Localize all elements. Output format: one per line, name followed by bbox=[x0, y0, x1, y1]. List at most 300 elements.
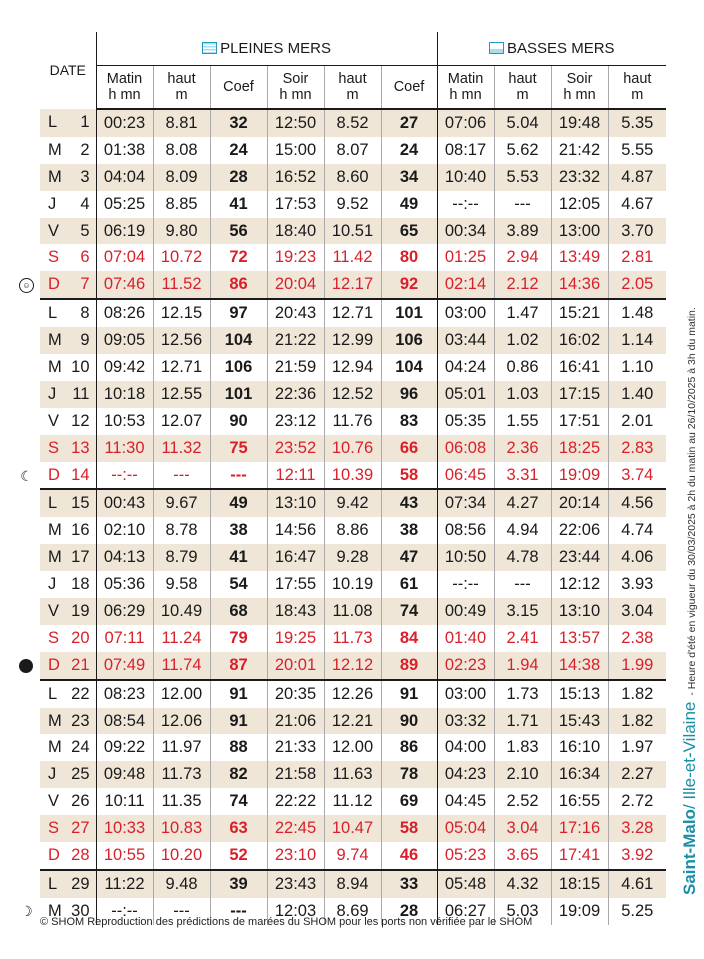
bm-evening-height: 1.48 bbox=[608, 299, 666, 327]
pm-evening-coef: 91 bbox=[381, 680, 437, 708]
pm-morning-time: 09:48 bbox=[96, 761, 153, 788]
col-coef-header: Coef bbox=[381, 66, 437, 110]
bm-morning-height: 3.89 bbox=[494, 218, 551, 245]
bm-morning-time: 01:40 bbox=[437, 625, 494, 652]
pm-morning-time: 10:55 bbox=[96, 842, 153, 870]
table-row bbox=[40, 761, 666, 788]
bm-morning-height: 4.78 bbox=[494, 544, 551, 571]
table-row bbox=[40, 652, 666, 680]
bm-morning-time: 10:40 bbox=[437, 164, 494, 191]
day-number: 6 bbox=[80, 248, 90, 267]
day-number: 11 bbox=[72, 384, 90, 403]
date-cell bbox=[40, 435, 96, 462]
bm-morning-height: 3.31 bbox=[494, 462, 551, 490]
bm-evening-height: 2.05 bbox=[608, 271, 666, 299]
pm-morning-time: 08:23 bbox=[96, 680, 153, 708]
pm-morning-time: 05:25 bbox=[96, 191, 153, 218]
bm-evening-height: 2.27 bbox=[608, 761, 666, 788]
pm-morning-time: 09:42 bbox=[96, 354, 153, 381]
tide-table bbox=[40, 32, 666, 925]
pm-evening-coef: 49 bbox=[381, 191, 437, 218]
table-row bbox=[40, 435, 666, 462]
bm-morning-time: 03:00 bbox=[437, 680, 494, 708]
bm-morning-height: 2.52 bbox=[494, 788, 551, 815]
day-number: 2 bbox=[80, 140, 90, 159]
day-number: 25 bbox=[71, 765, 90, 784]
pm-evening-coef: 86 bbox=[381, 734, 437, 761]
pm-morning-height: 9.67 bbox=[153, 489, 210, 517]
pm-morning-coef: 68 bbox=[210, 598, 267, 625]
pm-morning-time: --:-- bbox=[96, 462, 153, 490]
pm-morning-height: 12.06 bbox=[153, 708, 210, 735]
pm-morning-height: 12.00 bbox=[153, 680, 210, 708]
pm-morning-time: 06:19 bbox=[96, 218, 153, 245]
pm-evening-height: 9.52 bbox=[324, 191, 381, 218]
pm-evening-coef: 43 bbox=[381, 489, 437, 517]
bm-evening-height: 2.01 bbox=[608, 408, 666, 435]
table-row bbox=[40, 489, 666, 517]
table-row bbox=[40, 271, 666, 299]
pm-evening-time: 23:10 bbox=[267, 842, 324, 870]
pm-evening-height: 10.76 bbox=[324, 435, 381, 462]
table-row bbox=[40, 571, 666, 598]
weekday-letter: D bbox=[48, 465, 60, 484]
pm-evening-height: 11.08 bbox=[324, 598, 381, 625]
pm-morning-time: 06:29 bbox=[96, 598, 153, 625]
pm-evening-coef: 80 bbox=[381, 244, 437, 271]
pm-morning-time: 07:46 bbox=[96, 271, 153, 299]
bm-evening-time: 15:43 bbox=[551, 708, 608, 735]
bm-morning-time: 05:23 bbox=[437, 842, 494, 870]
bm-evening-time: 21:42 bbox=[551, 137, 608, 164]
pm-morning-time: 10:18 bbox=[96, 381, 153, 408]
pm-evening-coef: 24 bbox=[381, 137, 437, 164]
region-name: / Ille-et-Vilaine bbox=[680, 701, 699, 810]
dst-note: - Heure d'été en vigueur du 30/03/2025 à 2h du matin au 26/10/2025 à 3h du matin. bbox=[686, 307, 698, 696]
pm-morning-time: 10:11 bbox=[96, 788, 153, 815]
bm-evening-time: 19:09 bbox=[551, 462, 608, 490]
pm-evening-coef: 66 bbox=[381, 435, 437, 462]
col-soir-header: Soir h mn bbox=[267, 66, 324, 110]
bm-evening-time: 13:00 bbox=[551, 218, 608, 245]
pm-evening-coef: 38 bbox=[381, 517, 437, 544]
weekday-letter: L bbox=[48, 113, 58, 132]
weekday-letter: M bbox=[48, 711, 62, 730]
table-row bbox=[40, 517, 666, 544]
low-tide-icon bbox=[489, 42, 504, 54]
pm-evening-coef: 74 bbox=[381, 598, 437, 625]
day-number: 18 bbox=[71, 575, 90, 594]
day-number: 22 bbox=[71, 684, 90, 703]
pm-evening-height: 8.94 bbox=[324, 870, 381, 898]
pm-morning-coef: 32 bbox=[210, 109, 267, 137]
pm-morning-coef: 24 bbox=[210, 137, 267, 164]
weekday-letter: M bbox=[48, 357, 62, 376]
col-haut-header: haut m bbox=[494, 66, 551, 110]
bm-morning-height: 2.36 bbox=[494, 435, 551, 462]
bm-morning-height: 2.41 bbox=[494, 625, 551, 652]
pm-evening-coef: 28 bbox=[381, 898, 437, 925]
pm-morning-coef: 28 bbox=[210, 164, 267, 191]
pm-evening-height: 10.47 bbox=[324, 815, 381, 842]
weekday-letter: M bbox=[48, 738, 62, 757]
date-cell bbox=[40, 137, 96, 164]
pm-evening-coef: 65 bbox=[381, 218, 437, 245]
pm-evening-time: 16:52 bbox=[267, 164, 324, 191]
pm-morning-time: 11:30 bbox=[96, 435, 153, 462]
day-number: 5 bbox=[80, 221, 90, 240]
day-number: 26 bbox=[71, 792, 90, 811]
bm-morning-height: 5.53 bbox=[494, 164, 551, 191]
bm-morning-height: --- bbox=[494, 191, 551, 218]
bm-morning-time: 07:34 bbox=[437, 489, 494, 517]
pm-evening-coef: 46 bbox=[381, 842, 437, 870]
table-row bbox=[40, 408, 666, 435]
pm-morning-height: --- bbox=[153, 898, 210, 925]
day-number: 20 bbox=[71, 628, 90, 647]
day-number: 27 bbox=[71, 819, 90, 838]
pm-evening-coef: 104 bbox=[381, 354, 437, 381]
bm-evening-height: 3.70 bbox=[608, 218, 666, 245]
pm-evening-coef: 33 bbox=[381, 870, 437, 898]
table-row bbox=[40, 842, 666, 870]
bm-evening-time: 20:14 bbox=[551, 489, 608, 517]
date-cell bbox=[40, 489, 96, 517]
bm-evening-height: 1.10 bbox=[608, 354, 666, 381]
pm-evening-time: 23:12 bbox=[267, 408, 324, 435]
bm-evening-height: 3.93 bbox=[608, 571, 666, 598]
bm-morning-height: 5.04 bbox=[494, 109, 551, 137]
pm-morning-height: 8.08 bbox=[153, 137, 210, 164]
day-number: 13 bbox=[71, 438, 90, 457]
pm-morning-coef: 86 bbox=[210, 271, 267, 299]
date-cell bbox=[40, 408, 96, 435]
pm-evening-coef: 58 bbox=[381, 462, 437, 490]
bm-evening-height: 2.38 bbox=[608, 625, 666, 652]
pm-morning-coef: 104 bbox=[210, 327, 267, 354]
date-cell bbox=[40, 842, 96, 870]
bm-evening-height: 4.56 bbox=[608, 489, 666, 517]
pm-morning-height: 8.09 bbox=[153, 164, 210, 191]
pm-evening-time: 18:43 bbox=[267, 598, 324, 625]
day-number: 24 bbox=[71, 738, 90, 757]
col-haut-header: haut m bbox=[324, 66, 381, 110]
pm-morning-time: 11:22 bbox=[96, 870, 153, 898]
pm-evening-height: 8.86 bbox=[324, 517, 381, 544]
bm-morning-height: 5.62 bbox=[494, 137, 551, 164]
bm-evening-height: 1.40 bbox=[608, 381, 666, 408]
bm-evening-time: 18:25 bbox=[551, 435, 608, 462]
pm-morning-time: 07:11 bbox=[96, 625, 153, 652]
bm-evening-height: 1.99 bbox=[608, 652, 666, 680]
table-row bbox=[40, 109, 666, 137]
pm-morning-height: 11.52 bbox=[153, 271, 210, 299]
pm-evening-coef: 47 bbox=[381, 544, 437, 571]
weekday-letter: J bbox=[48, 194, 57, 213]
pm-evening-height: 8.60 bbox=[324, 164, 381, 191]
day-number: 16 bbox=[71, 521, 90, 540]
pm-evening-time: 21:59 bbox=[267, 354, 324, 381]
bm-morning-height: 4.94 bbox=[494, 517, 551, 544]
date-cell bbox=[40, 299, 96, 327]
last-quarter-icon: ☾ bbox=[20, 467, 33, 484]
pm-morning-coef: 106 bbox=[210, 354, 267, 381]
bm-evening-time: 16:41 bbox=[551, 354, 608, 381]
pm-evening-coef: 34 bbox=[381, 164, 437, 191]
pm-morning-coef: 91 bbox=[210, 680, 267, 708]
bm-morning-height: 2.94 bbox=[494, 244, 551, 271]
pm-evening-time: 21:06 bbox=[267, 708, 324, 735]
bm-evening-height: 4.74 bbox=[608, 517, 666, 544]
pm-evening-time: 17:53 bbox=[267, 191, 324, 218]
bm-morning-time: 03:00 bbox=[437, 299, 494, 327]
pm-evening-coef: 78 bbox=[381, 761, 437, 788]
pm-morning-time: 09:05 bbox=[96, 327, 153, 354]
table-row bbox=[40, 218, 666, 245]
pm-morning-height: 8.81 bbox=[153, 109, 210, 137]
pm-evening-height: 9.42 bbox=[324, 489, 381, 517]
pm-evening-coef: 27 bbox=[381, 109, 437, 137]
pm-morning-height: 12.55 bbox=[153, 381, 210, 408]
bm-evening-height: 4.06 bbox=[608, 544, 666, 571]
bm-morning-height: 1.94 bbox=[494, 652, 551, 680]
pm-morning-coef: 88 bbox=[210, 734, 267, 761]
col-matin-header: Matin h mn bbox=[96, 66, 153, 110]
date-cell bbox=[40, 598, 96, 625]
weekday-letter: S bbox=[48, 819, 60, 838]
new-moon-icon bbox=[19, 659, 33, 673]
weekday-letter: S bbox=[48, 248, 60, 267]
pm-evening-height: 8.69 bbox=[324, 898, 381, 925]
pm-morning-coef: 52 bbox=[210, 842, 267, 870]
pleines-mers-header: PLEINES MERS bbox=[96, 32, 437, 66]
bm-evening-time: 16:02 bbox=[551, 327, 608, 354]
bm-morning-time: 05:01 bbox=[437, 381, 494, 408]
bm-evening-time: 16:34 bbox=[551, 761, 608, 788]
day-number: 7 bbox=[80, 275, 90, 294]
col-soir-header: Soir h mn bbox=[551, 66, 608, 110]
bm-morning-time: 06:27 bbox=[437, 898, 494, 925]
pm-morning-time: 00:43 bbox=[96, 489, 153, 517]
date-cell bbox=[40, 354, 96, 381]
table-row bbox=[40, 354, 666, 381]
pm-evening-time: 22:45 bbox=[267, 815, 324, 842]
date-cell bbox=[40, 191, 96, 218]
pm-evening-time: 21:33 bbox=[267, 734, 324, 761]
table-row bbox=[40, 244, 666, 271]
pm-evening-coef: 96 bbox=[381, 381, 437, 408]
pm-evening-coef: 58 bbox=[381, 815, 437, 842]
basses-mers-header: BASSES MERS bbox=[437, 32, 666, 66]
table-row bbox=[40, 734, 666, 761]
pm-morning-time: 00:23 bbox=[96, 109, 153, 137]
bm-morning-height: 2.10 bbox=[494, 761, 551, 788]
weekday-letter: M bbox=[48, 548, 62, 567]
pm-evening-height: 9.74 bbox=[324, 842, 381, 870]
pm-morning-height: 10.49 bbox=[153, 598, 210, 625]
weekday-letter: D bbox=[48, 655, 60, 674]
pm-morning-height: --- bbox=[153, 462, 210, 490]
table-row bbox=[40, 191, 666, 218]
pm-morning-coef: 90 bbox=[210, 408, 267, 435]
pm-morning-height: 10.72 bbox=[153, 244, 210, 271]
weekday-letter: V bbox=[48, 221, 60, 240]
bm-evening-height: 3.04 bbox=[608, 598, 666, 625]
pm-morning-coef: 38 bbox=[210, 517, 267, 544]
bm-evening-time: 15:21 bbox=[551, 299, 608, 327]
pm-morning-height: 11.73 bbox=[153, 761, 210, 788]
pm-morning-coef: 72 bbox=[210, 244, 267, 271]
date-cell bbox=[40, 218, 96, 245]
bm-morning-time: 01:25 bbox=[437, 244, 494, 271]
table-row bbox=[40, 815, 666, 842]
pm-morning-time: 04:13 bbox=[96, 544, 153, 571]
pm-morning-height: 11.35 bbox=[153, 788, 210, 815]
bm-morning-time: 10:50 bbox=[437, 544, 494, 571]
bm-evening-time: 19:48 bbox=[551, 109, 608, 137]
table-row bbox=[40, 299, 666, 327]
bm-evening-time: 23:32 bbox=[551, 164, 608, 191]
day-number: 9 bbox=[80, 331, 90, 350]
day-number: 3 bbox=[80, 167, 90, 186]
bm-evening-height: 4.67 bbox=[608, 191, 666, 218]
bm-morning-height: 1.55 bbox=[494, 408, 551, 435]
bm-morning-time: 05:35 bbox=[437, 408, 494, 435]
pm-morning-coef: 49 bbox=[210, 489, 267, 517]
bm-morning-time: 06:45 bbox=[437, 462, 494, 490]
pm-evening-coef: 106 bbox=[381, 327, 437, 354]
pm-evening-time: 20:43 bbox=[267, 299, 324, 327]
bm-morning-time: 07:06 bbox=[437, 109, 494, 137]
weekday-letter: M bbox=[48, 901, 62, 920]
pm-morning-coef: 56 bbox=[210, 218, 267, 245]
pm-morning-coef: 101 bbox=[210, 381, 267, 408]
bm-morning-height: 1.03 bbox=[494, 381, 551, 408]
col-haut-header: haut m bbox=[153, 66, 210, 110]
bm-morning-height: 3.65 bbox=[494, 842, 551, 870]
bm-morning-time: 05:04 bbox=[437, 815, 494, 842]
pm-evening-time: 19:25 bbox=[267, 625, 324, 652]
date-cell bbox=[40, 381, 96, 408]
bm-evening-height: 1.14 bbox=[608, 327, 666, 354]
col-haut-header: haut m bbox=[608, 66, 666, 110]
date-cell bbox=[40, 462, 96, 490]
table-row bbox=[40, 870, 666, 898]
weekday-letter: L bbox=[48, 684, 58, 703]
bm-evening-height: 4.61 bbox=[608, 870, 666, 898]
bm-evening-height: 3.28 bbox=[608, 815, 666, 842]
table-row bbox=[40, 137, 666, 164]
col-matin-header: Matin h mn bbox=[437, 66, 494, 110]
bm-evening-time: 14:38 bbox=[551, 652, 608, 680]
pm-morning-coef: 41 bbox=[210, 544, 267, 571]
table-row bbox=[40, 164, 666, 191]
bm-morning-time: 04:45 bbox=[437, 788, 494, 815]
bm-morning-height: 0.86 bbox=[494, 354, 551, 381]
location-name: Saint-Malo bbox=[680, 809, 699, 895]
bm-evening-height: 1.82 bbox=[608, 680, 666, 708]
bm-evening-time: 22:06 bbox=[551, 517, 608, 544]
bm-evening-height: 1.97 bbox=[608, 734, 666, 761]
bm-morning-time: 05:48 bbox=[437, 870, 494, 898]
pm-morning-time: 08:54 bbox=[96, 708, 153, 735]
bm-morning-time: 03:44 bbox=[437, 327, 494, 354]
pm-evening-height: 12.21 bbox=[324, 708, 381, 735]
weekday-letter: S bbox=[48, 438, 60, 457]
bm-evening-time: 17:41 bbox=[551, 842, 608, 870]
date-cell bbox=[40, 109, 96, 137]
pm-evening-coef: 101 bbox=[381, 299, 437, 327]
date-cell bbox=[40, 870, 96, 898]
pm-morning-height: 12.56 bbox=[153, 327, 210, 354]
pm-morning-height: 10.20 bbox=[153, 842, 210, 870]
pm-morning-coef: 74 bbox=[210, 788, 267, 815]
bm-evening-height: 5.35 bbox=[608, 109, 666, 137]
pm-evening-coef: 83 bbox=[381, 408, 437, 435]
bm-morning-time: 02:14 bbox=[437, 271, 494, 299]
pm-evening-height: 12.26 bbox=[324, 680, 381, 708]
first-quarter-icon: ☽ bbox=[20, 903, 33, 919]
bm-morning-height: 1.71 bbox=[494, 708, 551, 735]
bm-morning-height: 1.02 bbox=[494, 327, 551, 354]
pm-morning-height: 10.83 bbox=[153, 815, 210, 842]
bm-morning-time: 04:24 bbox=[437, 354, 494, 381]
weekday-letter: V bbox=[48, 601, 60, 620]
table-row bbox=[40, 598, 666, 625]
pm-evening-height: 12.12 bbox=[324, 652, 381, 680]
copyright-footer: © SHOM Reproduction des prédictions de marées du SHOM pour les ports non vérifiée par le SHOM bbox=[40, 916, 533, 928]
weekday-letter: M bbox=[48, 521, 62, 540]
pm-evening-height: 10.19 bbox=[324, 571, 381, 598]
pm-evening-time: 16:47 bbox=[267, 544, 324, 571]
pm-morning-height: 8.85 bbox=[153, 191, 210, 218]
pm-evening-time: 14:56 bbox=[267, 517, 324, 544]
bm-morning-time: --:-- bbox=[437, 571, 494, 598]
date-cell bbox=[40, 517, 96, 544]
weekday-letter: V bbox=[48, 792, 60, 811]
table-row bbox=[40, 462, 666, 490]
pm-evening-coef: 84 bbox=[381, 625, 437, 652]
bm-evening-time: 18:15 bbox=[551, 870, 608, 898]
bm-morning-time: 04:00 bbox=[437, 734, 494, 761]
pm-morning-height: 12.15 bbox=[153, 299, 210, 327]
day-number: 12 bbox=[71, 411, 90, 430]
bm-morning-height: 4.32 bbox=[494, 870, 551, 898]
pm-morning-coef: 54 bbox=[210, 571, 267, 598]
date-cell bbox=[40, 761, 96, 788]
pm-evening-height: 11.63 bbox=[324, 761, 381, 788]
date-cell bbox=[40, 708, 96, 735]
date-cell bbox=[40, 327, 96, 354]
bm-morning-time: 08:17 bbox=[437, 137, 494, 164]
day-number: 17 bbox=[71, 548, 90, 567]
pm-morning-height: 9.48 bbox=[153, 870, 210, 898]
pm-morning-coef: 87 bbox=[210, 652, 267, 680]
pm-morning-coef: 41 bbox=[210, 191, 267, 218]
pm-evening-coef: 89 bbox=[381, 652, 437, 680]
pm-evening-time: 23:43 bbox=[267, 870, 324, 898]
pm-evening-height: 12.71 bbox=[324, 299, 381, 327]
pm-evening-time: 21:22 bbox=[267, 327, 324, 354]
bm-evening-time: 13:49 bbox=[551, 244, 608, 271]
date-header: DATE bbox=[49, 62, 86, 78]
pm-morning-time: 04:04 bbox=[96, 164, 153, 191]
bm-evening-height: 2.72 bbox=[608, 788, 666, 815]
date-cell bbox=[40, 788, 96, 815]
pm-morning-coef: 82 bbox=[210, 761, 267, 788]
table-row bbox=[40, 788, 666, 815]
pm-morning-height: 8.78 bbox=[153, 517, 210, 544]
